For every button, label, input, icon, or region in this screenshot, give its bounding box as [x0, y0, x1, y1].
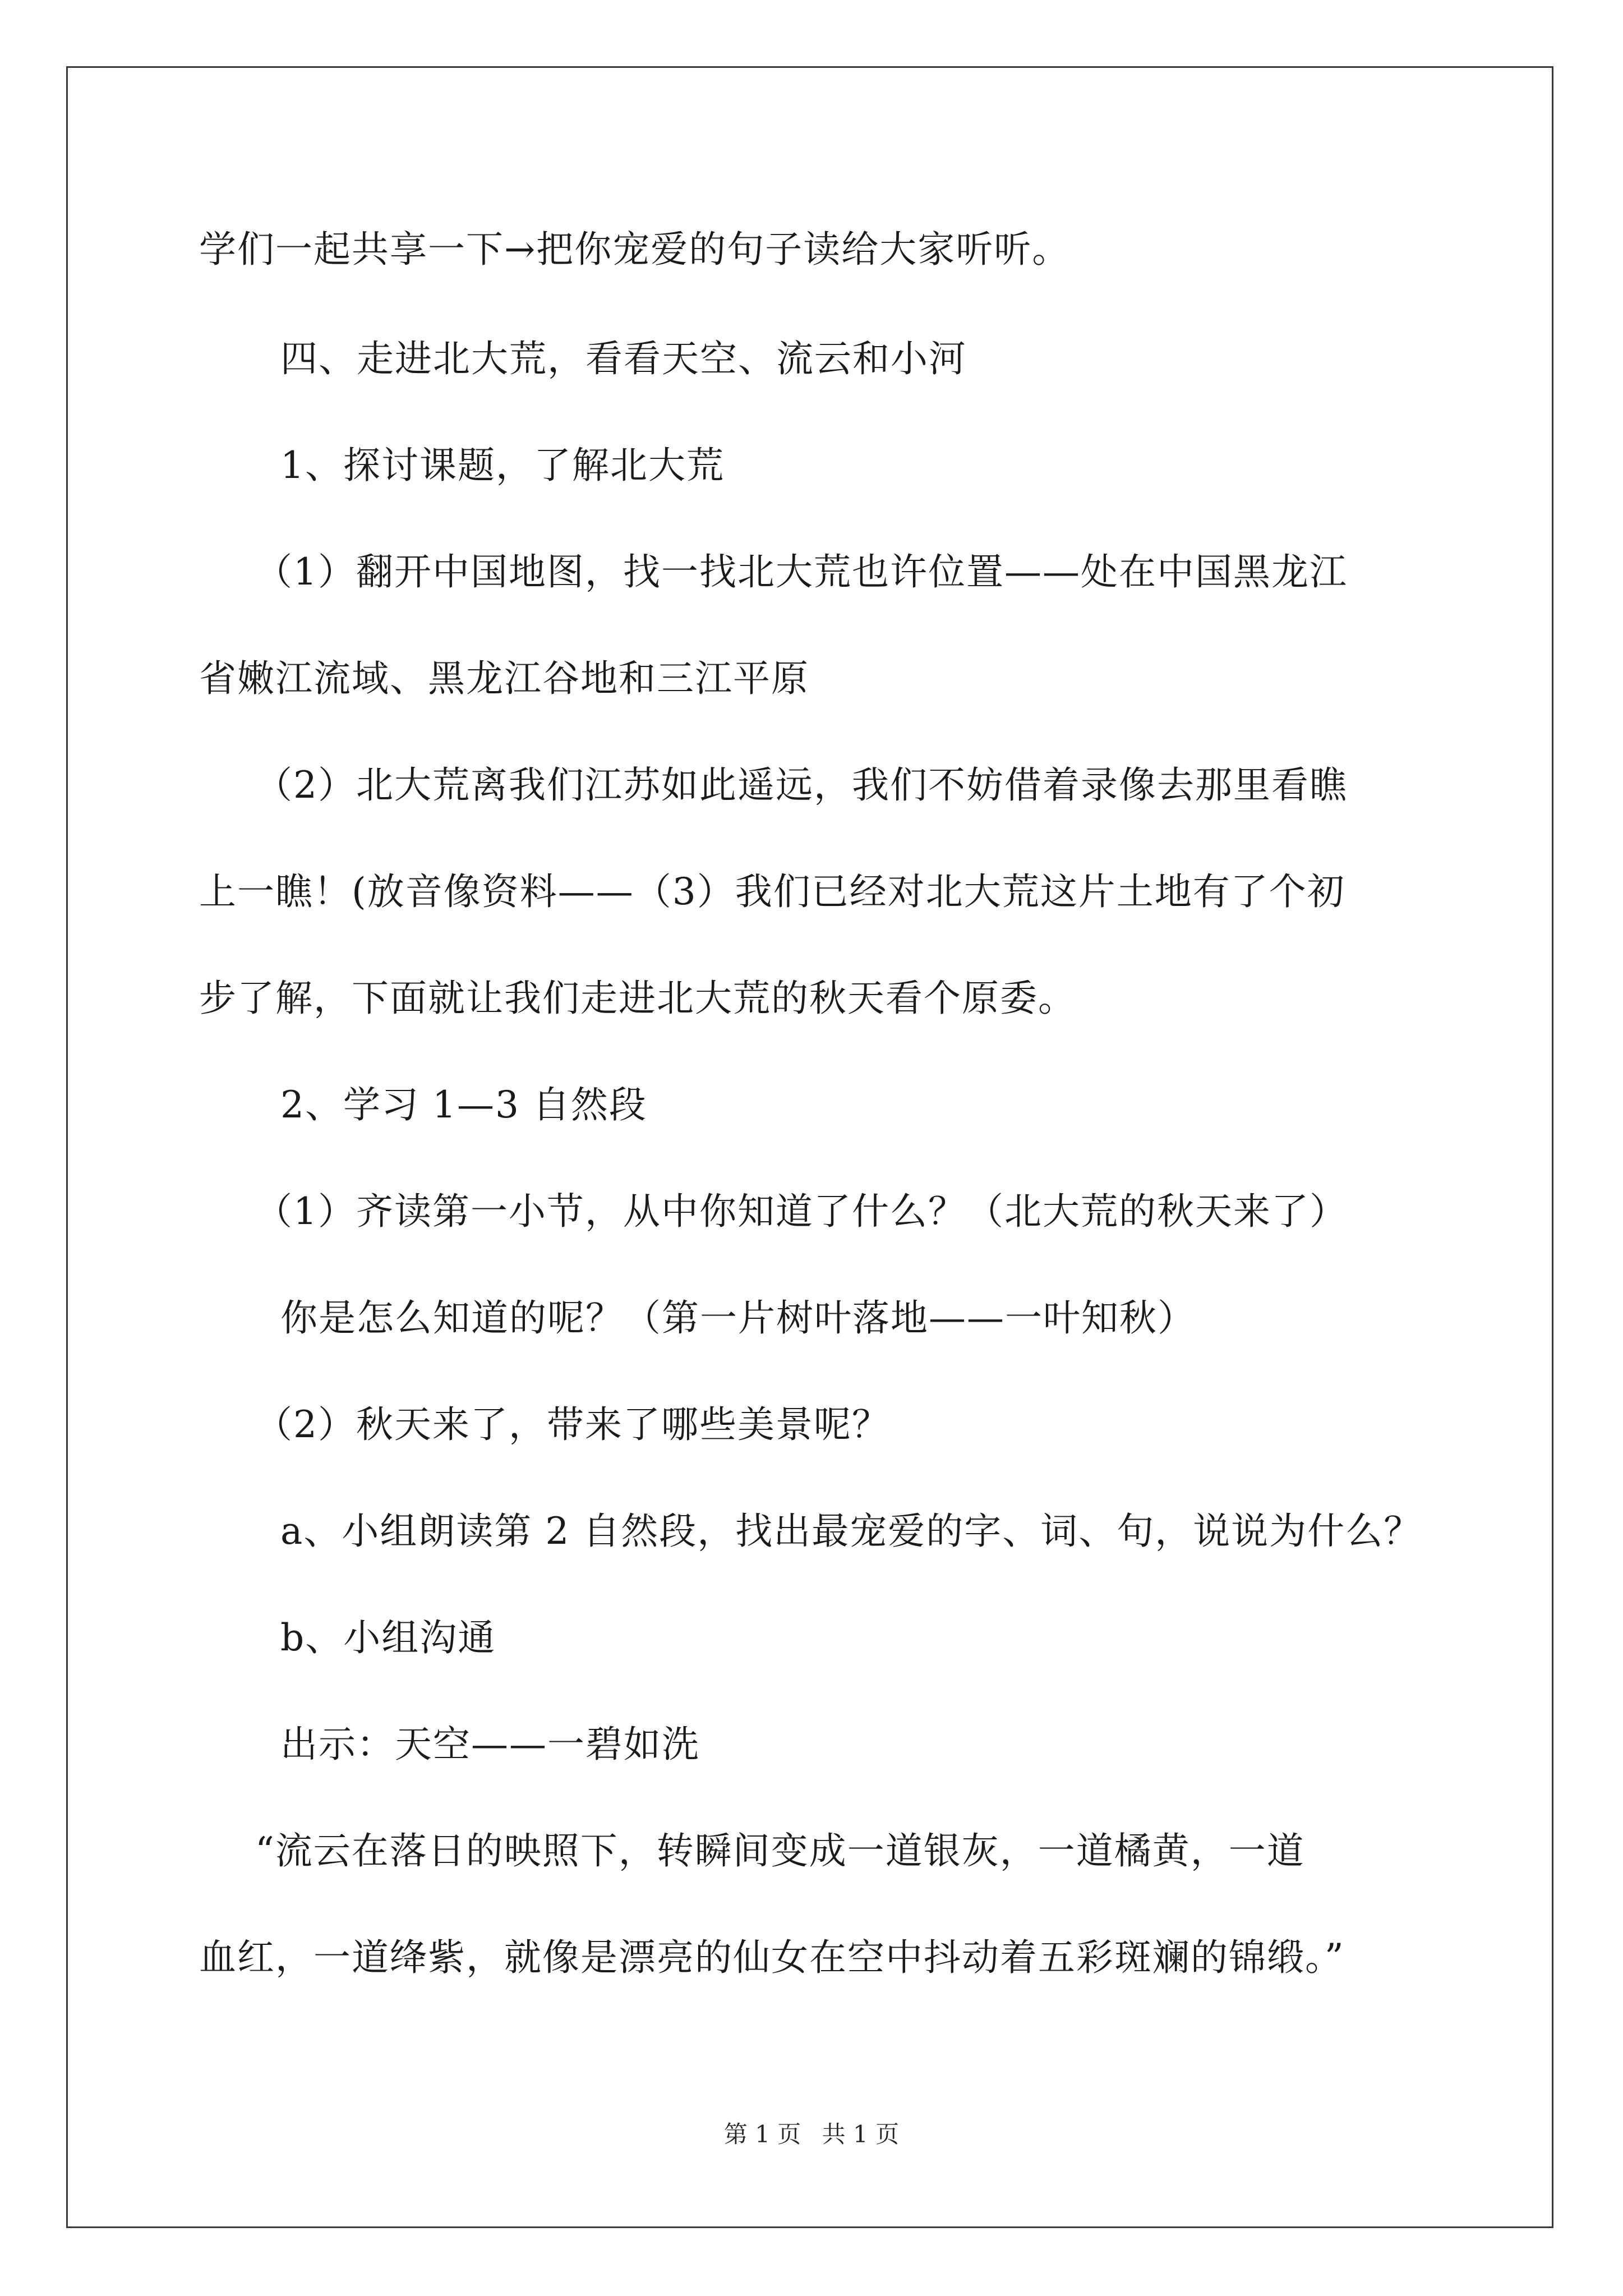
quote-line: 血红，一道绛紫，就像是漂亮的仙女在空中抖动着五彩斑斓的锦缎。”	[199, 1936, 1345, 1979]
page-total: 共 1 页	[822, 2120, 900, 2148]
text-line: 学们一起共享一下→把你宠爱的句子读给大家听听。	[199, 228, 1071, 271]
page-border	[66, 66, 1553, 2228]
text-line: （1）翻开中国地图，找一找北大荒也许位置——处在中国黑龙江	[255, 550, 1348, 593]
text-line: 你是怎么知道的呢？（第一片树叶落地——一叶知秋）	[280, 1296, 1196, 1340]
text-line: （1）齐读第一小节，从中你知道了什么？（北大荒的秋天来了）	[255, 1190, 1348, 1233]
section-heading: 四、走进北大荒，看看天空、流云和小河	[280, 337, 967, 380]
text-line: 上一瞧！(放音像资料——（3）我们已经对北大荒这片土地有了个初	[199, 870, 1345, 913]
text-line: b、小组沟通	[280, 1616, 496, 1659]
subsection-heading: 2、学习 1—3 自然段	[280, 1083, 647, 1126]
text-line: 出示：天空——一碧如洗	[280, 1723, 700, 1766]
text-line: （2）北大荒离我们江苏如此遥远，我们不妨借着录像去那里看瞧	[255, 763, 1348, 807]
text-line: （2）秋天来了，带来了哪些美景呢？	[255, 1403, 890, 1446]
text-line: 步了解，下面就让我们走进北大荒的秋天看个原委。	[199, 977, 1076, 1020]
text-line: a、小组朗读第 2 自然段，找出最宠爱的字、词、句，说说为什么？	[280, 1510, 1422, 1553]
text-line: 省嫩江流域、黑龙江谷地和三江平原	[199, 657, 809, 700]
page-number: 第 1 页	[723, 2120, 801, 2148]
page-footer	[0, 2120, 1623, 2148]
quote-line: “流云在落日的映照下，转瞬间变成一道银灰，一道橘黄，一道	[255, 1829, 1305, 1872]
subsection-heading: 1、探讨课题，了解北大荒	[280, 444, 725, 487]
